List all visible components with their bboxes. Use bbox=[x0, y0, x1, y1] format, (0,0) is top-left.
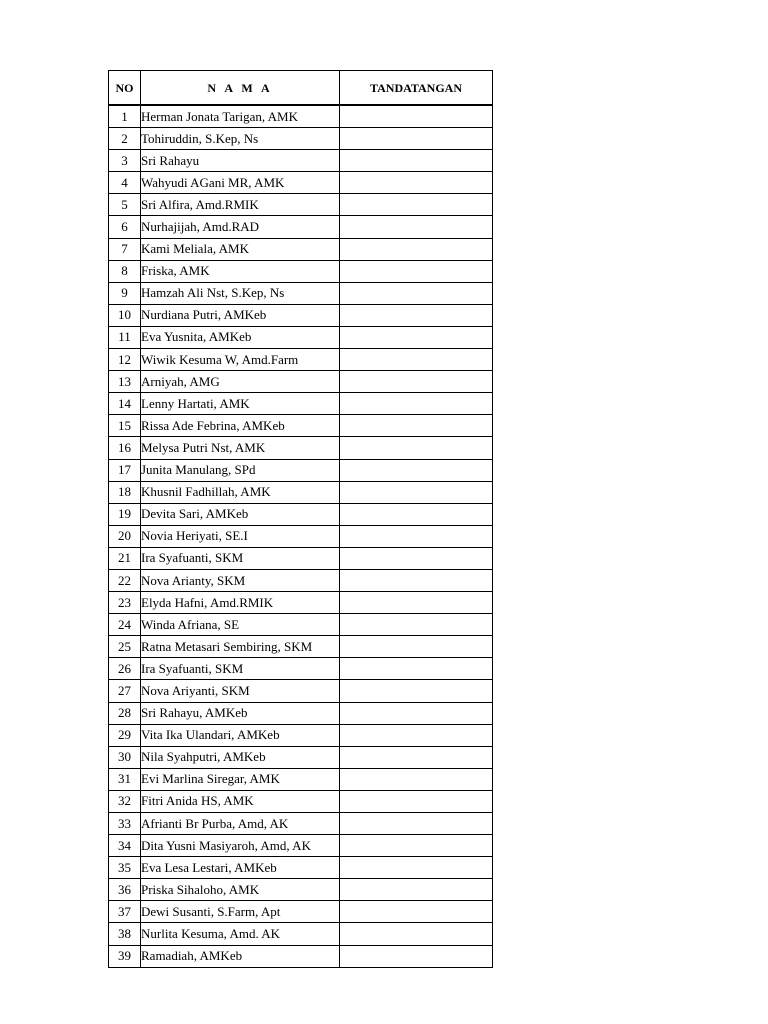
table-header bbox=[109, 71, 493, 106]
row-name: Lenny Hartati, AMK bbox=[141, 393, 340, 415]
table-row bbox=[109, 614, 493, 636]
table-row bbox=[109, 879, 493, 901]
table-row bbox=[109, 592, 493, 614]
row-number: 18 bbox=[109, 481, 141, 503]
row-name: Nurlita Kesuma, Amd. AK bbox=[141, 923, 340, 945]
signature-cell bbox=[340, 724, 493, 746]
signature-cell bbox=[340, 216, 493, 238]
table-row bbox=[109, 437, 493, 459]
signature-cell bbox=[340, 128, 493, 150]
row-number: 12 bbox=[109, 349, 141, 371]
row-number: 1 bbox=[109, 105, 141, 128]
table-row bbox=[109, 724, 493, 746]
table-row bbox=[109, 835, 493, 857]
row-number: 25 bbox=[109, 636, 141, 658]
row-name: Dewi Susanti, S.Farm, Apt bbox=[141, 901, 340, 923]
column-header-no: NO bbox=[109, 71, 141, 106]
row-name: Elyda Hafni, Amd.RMIK bbox=[141, 592, 340, 614]
row-name: Nova Ariyanti, SKM bbox=[141, 680, 340, 702]
row-name: Dita Yusni Masiyaroh, Amd, AK bbox=[141, 835, 340, 857]
row-name: Wiwik Kesuma W, Amd.Farm bbox=[141, 349, 340, 371]
signature-cell bbox=[340, 857, 493, 879]
row-name: Tohiruddin, S.Kep, Ns bbox=[141, 128, 340, 150]
signature-cell bbox=[340, 415, 493, 437]
signature-cell bbox=[340, 371, 493, 393]
signature-cell bbox=[340, 238, 493, 260]
row-name: Arniyah, AMG bbox=[141, 371, 340, 393]
row-number: 16 bbox=[109, 437, 141, 459]
row-name: Eva Yusnita, AMKeb bbox=[141, 326, 340, 348]
row-number: 28 bbox=[109, 702, 141, 724]
signature-cell bbox=[340, 569, 493, 591]
table-row bbox=[109, 923, 493, 945]
row-name: Sri Rahayu, AMKeb bbox=[141, 702, 340, 724]
row-number: 33 bbox=[109, 813, 141, 835]
signature-cell bbox=[340, 680, 493, 702]
row-number: 30 bbox=[109, 746, 141, 768]
table-row bbox=[109, 945, 493, 967]
table-row bbox=[109, 371, 493, 393]
table-row bbox=[109, 349, 493, 371]
row-number: 17 bbox=[109, 459, 141, 481]
row-number: 35 bbox=[109, 857, 141, 879]
table-row bbox=[109, 702, 493, 724]
row-name: Hamzah Ali Nst, S.Kep, Ns bbox=[141, 282, 340, 304]
table-row bbox=[109, 680, 493, 702]
row-number: 2 bbox=[109, 128, 141, 150]
attendance-table bbox=[108, 70, 493, 968]
signature-cell bbox=[340, 614, 493, 636]
row-number: 5 bbox=[109, 194, 141, 216]
row-number: 32 bbox=[109, 790, 141, 812]
row-name: Junita Manulang, SPd bbox=[141, 459, 340, 481]
signature-cell bbox=[340, 304, 493, 326]
table-row bbox=[109, 768, 493, 790]
table-row bbox=[109, 503, 493, 525]
row-number: 38 bbox=[109, 923, 141, 945]
table-row bbox=[109, 746, 493, 768]
row-name: Ramadiah, AMKeb bbox=[141, 945, 340, 967]
row-number: 27 bbox=[109, 680, 141, 702]
signature-cell bbox=[340, 879, 493, 901]
table-row bbox=[109, 790, 493, 812]
row-number: 36 bbox=[109, 879, 141, 901]
table-row bbox=[109, 194, 493, 216]
table-row bbox=[109, 459, 493, 481]
signature-cell bbox=[340, 105, 493, 128]
table-row bbox=[109, 857, 493, 879]
row-number: 8 bbox=[109, 260, 141, 282]
table-row bbox=[109, 282, 493, 304]
row-name: Melysa Putri Nst, AMK bbox=[141, 437, 340, 459]
table-row bbox=[109, 569, 493, 591]
row-number: 21 bbox=[109, 547, 141, 569]
row-name: Winda Afriana, SE bbox=[141, 614, 340, 636]
row-name: Priska Sihaloho, AMK bbox=[141, 879, 340, 901]
signature-cell bbox=[340, 459, 493, 481]
table-row bbox=[109, 525, 493, 547]
signature-cell bbox=[340, 945, 493, 967]
row-name: Ira Syafuanti, SKM bbox=[141, 658, 340, 680]
row-number: 22 bbox=[109, 569, 141, 591]
row-number: 6 bbox=[109, 216, 141, 238]
signature-cell bbox=[340, 349, 493, 371]
row-name: Afrianti Br Purba, Amd, AK bbox=[141, 813, 340, 835]
table-row bbox=[109, 260, 493, 282]
signature-cell bbox=[340, 525, 493, 547]
table-row bbox=[109, 393, 493, 415]
row-name: Rissa Ade Febrina, AMKeb bbox=[141, 415, 340, 437]
signature-cell bbox=[340, 923, 493, 945]
row-name: Ira Syafuanti, SKM bbox=[141, 547, 340, 569]
row-name: Evi Marlina Siregar, AMK bbox=[141, 768, 340, 790]
table-row bbox=[109, 547, 493, 569]
row-number: 9 bbox=[109, 282, 141, 304]
signature-cell bbox=[340, 636, 493, 658]
signature-cell bbox=[340, 901, 493, 923]
row-number: 24 bbox=[109, 614, 141, 636]
signature-cell bbox=[340, 813, 493, 835]
signature-cell bbox=[340, 437, 493, 459]
signature-cell bbox=[340, 547, 493, 569]
header-row bbox=[109, 71, 493, 106]
signature-cell bbox=[340, 326, 493, 348]
signature-cell bbox=[340, 592, 493, 614]
signature-cell bbox=[340, 702, 493, 724]
table-row bbox=[109, 481, 493, 503]
row-number: 13 bbox=[109, 371, 141, 393]
row-number: 15 bbox=[109, 415, 141, 437]
row-number: 10 bbox=[109, 304, 141, 326]
row-name: Kami Meliala, AMK bbox=[141, 238, 340, 260]
signature-cell bbox=[340, 260, 493, 282]
table-row bbox=[109, 636, 493, 658]
table-row bbox=[109, 172, 493, 194]
row-name: Fitri Anida HS, AMK bbox=[141, 790, 340, 812]
signature-cell bbox=[340, 658, 493, 680]
column-header-tanda-tangan: TANDATANGAN bbox=[340, 71, 493, 106]
signature-cell bbox=[340, 746, 493, 768]
row-number: 19 bbox=[109, 503, 141, 525]
row-number: 23 bbox=[109, 592, 141, 614]
table-body bbox=[109, 105, 493, 967]
table-row bbox=[109, 326, 493, 348]
row-name: Nova Arianty, SKM bbox=[141, 569, 340, 591]
row-name: Eva Lesa Lestari, AMKeb bbox=[141, 857, 340, 879]
row-name: Sri Alfira, Amd.RMIK bbox=[141, 194, 340, 216]
column-header-nama: N A M A bbox=[141, 71, 340, 106]
table-row bbox=[109, 415, 493, 437]
row-number: 39 bbox=[109, 945, 141, 967]
row-number: 37 bbox=[109, 901, 141, 923]
table-row bbox=[109, 901, 493, 923]
signature-cell bbox=[340, 194, 493, 216]
row-number: 26 bbox=[109, 658, 141, 680]
row-number: 34 bbox=[109, 835, 141, 857]
row-name: Nila Syahputri, AMKeb bbox=[141, 746, 340, 768]
row-name: Herman Jonata Tarigan, AMK bbox=[141, 105, 340, 128]
row-number: 20 bbox=[109, 525, 141, 547]
row-name: Ratna Metasari Sembiring, SKM bbox=[141, 636, 340, 658]
table-row bbox=[109, 304, 493, 326]
row-name: Nurhajijah, Amd.RAD bbox=[141, 216, 340, 238]
signature-cell bbox=[340, 768, 493, 790]
signature-cell bbox=[340, 790, 493, 812]
row-number: 3 bbox=[109, 150, 141, 172]
table-row bbox=[109, 216, 493, 238]
row-number: 4 bbox=[109, 172, 141, 194]
table-row bbox=[109, 150, 493, 172]
row-number: 29 bbox=[109, 724, 141, 746]
row-number: 31 bbox=[109, 768, 141, 790]
signature-cell bbox=[340, 150, 493, 172]
row-name: Vita Ika Ulandari, AMKeb bbox=[141, 724, 340, 746]
row-name: Khusnil Fadhillah, AMK bbox=[141, 481, 340, 503]
signature-cell bbox=[340, 172, 493, 194]
table-row bbox=[109, 105, 493, 128]
table-row bbox=[109, 658, 493, 680]
signature-cell bbox=[340, 835, 493, 857]
row-number: 11 bbox=[109, 326, 141, 348]
row-number: 14 bbox=[109, 393, 141, 415]
row-name: Nurdiana Putri, AMKeb bbox=[141, 304, 340, 326]
row-name: Novia Heriyati, SE.I bbox=[141, 525, 340, 547]
signature-cell bbox=[340, 503, 493, 525]
row-name: Friska, AMK bbox=[141, 260, 340, 282]
signature-cell bbox=[340, 481, 493, 503]
row-name: Devita Sari, AMKeb bbox=[141, 503, 340, 525]
row-name: Sri Rahayu bbox=[141, 150, 340, 172]
table-row bbox=[109, 128, 493, 150]
signature-cell bbox=[340, 393, 493, 415]
table-row bbox=[109, 238, 493, 260]
signature-cell bbox=[340, 282, 493, 304]
row-number: 7 bbox=[109, 238, 141, 260]
table-row bbox=[109, 813, 493, 835]
row-name: Wahyudi AGani MR, AMK bbox=[141, 172, 340, 194]
